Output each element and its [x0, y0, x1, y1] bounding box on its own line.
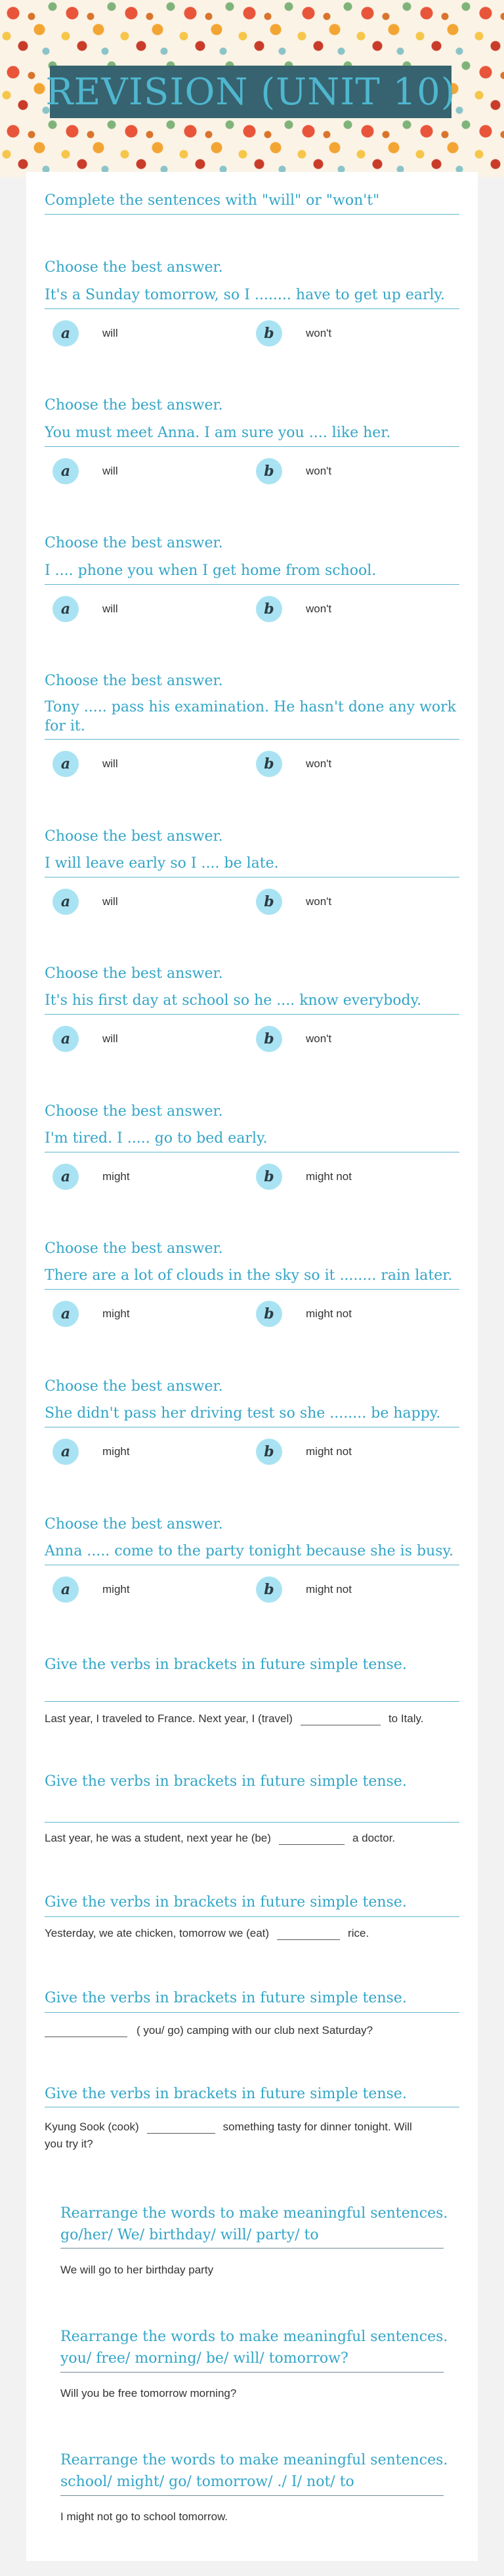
mcq-4-question: Tony ..... pass his examination. He hasn't done any work for it. — [45, 699, 456, 734]
option-b-badge: b — [256, 320, 282, 347]
rearrange-2-words: you/ free/ morning/ be/ will/ tomorrow? — [60, 2350, 348, 2367]
divider — [45, 1701, 459, 1702]
option-a-label: will — [102, 1032, 118, 1045]
fill-5-blank-input[interactable] — [147, 2122, 215, 2134]
fill-3-heading: Give the verbs in brackets in future simple tense. — [45, 1894, 407, 1911]
option-a-badge: a — [52, 751, 79, 777]
divider — [45, 446, 459, 447]
fill-5-post-line2: you try it? — [45, 2138, 93, 2150]
divider — [45, 1289, 459, 1290]
rearrange-2-answer[interactable]: Will you be free tomorrow morning? — [60, 2387, 237, 2399]
divider — [45, 214, 459, 215]
fill-4-post: ( you/ go) camping with our club next Saturday? — [136, 2024, 373, 2037]
fill-3-pre: Yesterday, we ate chicken, tomorrow we (eat) — [45, 1927, 270, 1939]
mcq-6-option-b[interactable] — [256, 1026, 331, 1052]
fill-1-sentence — [45, 1710, 459, 1727]
mcq-1-option-b[interactable] — [256, 320, 331, 347]
mcq-9-question: She didn't pass her driving test so she ........ be happy. — [45, 1405, 441, 1422]
mcq-3-question: I .... phone you when I get home from school. — [45, 562, 377, 579]
option-b-badge: b — [256, 751, 282, 777]
option-b-label: won't — [306, 895, 332, 908]
instruction-heading: Complete the sentences with "will" or "won't" — [45, 192, 380, 209]
option-b-badge: b — [256, 1439, 282, 1465]
option-a-badge: a — [52, 1164, 79, 1190]
divider — [45, 1916, 459, 1917]
rearrange-2-heading: Rearrange the words to make meaningful sentences. — [60, 2329, 448, 2345]
rearrange-1-words: go/her/ We/ birthday/ will/ party/ to — [60, 2227, 319, 2243]
fill-5-pre: Kyung Sook (cook) — [45, 2121, 139, 2133]
mcq-6-option-a[interactable] — [52, 1026, 118, 1052]
mcq-5-option-a[interactable] — [52, 889, 118, 915]
option-b-label: won't — [306, 465, 332, 477]
option-a-badge: a — [52, 1439, 79, 1465]
divider — [45, 739, 459, 740]
fill-5-sentence — [45, 2119, 459, 2153]
mcq-7-option-b[interactable] — [256, 1164, 352, 1190]
option-a-label: will — [102, 327, 118, 339]
mcq-3-prompt: Choose the best answer. — [45, 535, 223, 551]
fill-4-heading: Give the verbs in brackets in future simple tense. — [45, 1990, 407, 2006]
mcq-8-question: There are a lot of clouds in the sky so it ........ rain later. — [45, 1267, 453, 1284]
option-a-badge: a — [52, 1026, 79, 1052]
option-b-badge: b — [256, 1301, 282, 1327]
option-b-badge: b — [256, 889, 282, 915]
option-b-badge: b — [256, 1164, 282, 1190]
fill-5-post-line1: something tasty for dinner tonight. Will — [222, 2121, 412, 2133]
option-a-label: will — [102, 757, 118, 770]
mcq-5-question: I will leave early so I .... be late. — [45, 855, 279, 872]
mcq-2-option-b[interactable] — [256, 458, 331, 484]
fill-3-blank-input[interactable] — [277, 1928, 340, 1940]
mcq-7-option-a[interactable] — [52, 1164, 130, 1190]
fill-2-blank-input[interactable] — [279, 1833, 345, 1845]
option-a-badge: a — [52, 889, 79, 915]
option-a-label: will — [102, 465, 118, 477]
mcq-8-option-a[interactable] — [52, 1301, 130, 1327]
mcq-2-prompt: Choose the best answer. — [45, 397, 223, 413]
option-b-label: won't — [306, 1032, 332, 1045]
divider — [45, 308, 459, 309]
title-box — [45, 66, 456, 118]
divider — [45, 1822, 459, 1823]
mcq-9-option-b[interactable] — [256, 1439, 352, 1465]
mcq-6-prompt: Choose the best answer. — [45, 965, 223, 982]
fill-5-heading: Give the verbs in brackets in future simple tense. — [45, 2086, 407, 2102]
option-a-badge: a — [52, 1301, 79, 1327]
mcq-9-prompt: Choose the best answer. — [45, 1378, 223, 1395]
mcq-10-option-a[interactable] — [52, 1576, 130, 1603]
mcq-2-option-a[interactable] — [52, 458, 118, 484]
option-a-label: might — [102, 1583, 130, 1595]
mcq-1-question: It's a Sunday tomorrow, so I ........ have to get up early. — [45, 287, 446, 303]
option-b-label: might not — [306, 1445, 352, 1458]
divider — [45, 584, 459, 585]
rearrange-1-heading: Rearrange the words to make meaningful sentences. — [60, 2205, 448, 2222]
fill-1-post: to Italy. — [388, 1712, 424, 1725]
divider — [45, 1014, 459, 1015]
fill-4-sentence — [45, 2022, 459, 2039]
fill-2-heading: Give the verbs in brackets in future simple tense. — [45, 1773, 407, 1790]
mcq-4-prompt: Choose the best answer. — [45, 673, 223, 689]
rearrange-1-answer[interactable]: We will go to her birthday party — [60, 2264, 214, 2276]
divider — [60, 2372, 444, 2373]
option-b-badge: b — [256, 458, 282, 484]
mcq-5-prompt: Choose the best answer. — [45, 828, 223, 845]
divider — [60, 2495, 444, 2496]
option-a-label: will — [102, 895, 118, 908]
option-a-badge: a — [52, 458, 79, 484]
divider — [60, 2248, 444, 2249]
mcq-8-option-b[interactable] — [256, 1301, 352, 1327]
mcq-6-question: It's his first day at school so he .... know everybody. — [45, 992, 422, 1009]
option-b-badge: b — [256, 1026, 282, 1052]
mcq-8-prompt: Choose the best answer. — [45, 1240, 223, 1257]
fill-1-heading: Give the verbs in brackets in future simple tense. — [45, 1657, 407, 1673]
rearrange-3-words: school/ might/ go/ tomorrow/ ./ I/ not/ to — [60, 2474, 354, 2490]
fill-2-post: a doctor. — [352, 1832, 396, 1844]
option-a-label: might — [102, 1307, 130, 1320]
fill-3-post: rice. — [348, 1927, 369, 1939]
mcq-1-prompt: Choose the best answer. — [45, 259, 223, 276]
option-b-badge: b — [256, 596, 282, 622]
mcq-7-prompt: Choose the best answer. — [45, 1103, 223, 1120]
option-a-badge: a — [52, 1576, 79, 1603]
divider — [45, 2012, 459, 2013]
option-a-badge: a — [52, 320, 79, 347]
mcq-2-question: You must meet Anna. I am sure you .... like her. — [45, 425, 391, 441]
option-b-label: might not — [306, 1583, 352, 1595]
option-a-label: might — [102, 1445, 130, 1458]
rearrange-3-answer[interactable]: I might not go to school tomorrow. — [60, 2510, 228, 2523]
mcq-1-option-a[interactable] — [52, 320, 118, 347]
option-b-label: won't — [306, 757, 332, 770]
mcq-7-question: I'm tired. I ..... go to bed early. — [45, 1130, 268, 1147]
page-title: REVISION (UNIT 10) — [45, 70, 456, 114]
mcq-10-question: Anna ..... come to the party tonight because she is busy. — [45, 1543, 454, 1559]
option-a-label: will — [102, 602, 118, 615]
mcq-4-option-a[interactable] — [52, 751, 118, 777]
mcq-9-option-a[interactable] — [52, 1439, 130, 1465]
fill-3-sentence — [45, 1925, 459, 1942]
mcq-3-option-b[interactable] — [256, 596, 331, 622]
fill-1-blank-input[interactable] — [301, 1714, 381, 1725]
mcq-10-prompt: Choose the best answer. — [45, 1516, 223, 1532]
fill-2-pre: Last year, he was a student, next year he (be) — [45, 1832, 271, 1844]
option-b-label: might not — [306, 1170, 352, 1183]
mcq-5-option-b[interactable] — [256, 889, 331, 915]
mcq-3-option-a[interactable] — [52, 596, 118, 622]
option-b-label: won't — [306, 602, 332, 615]
option-b-label: won't — [306, 327, 332, 339]
mcq-4-option-b[interactable] — [256, 751, 331, 777]
worksheet — [26, 172, 478, 2561]
fill-1-pre: Last year, I traveled to France. Next year, I (travel) — [45, 1712, 293, 1725]
rearrange-3-heading: Rearrange the words to make meaningful sentences. — [60, 2452, 448, 2468]
fill-2-sentence — [45, 1830, 459, 1847]
option-b-label: might not — [306, 1307, 352, 1320]
option-a-badge: a — [52, 596, 79, 622]
fill-4-blank-input[interactable] — [45, 2025, 127, 2037]
option-a-label: might — [102, 1170, 130, 1183]
mcq-10-option-b[interactable] — [256, 1576, 352, 1603]
option-b-badge: b — [256, 1576, 282, 1603]
